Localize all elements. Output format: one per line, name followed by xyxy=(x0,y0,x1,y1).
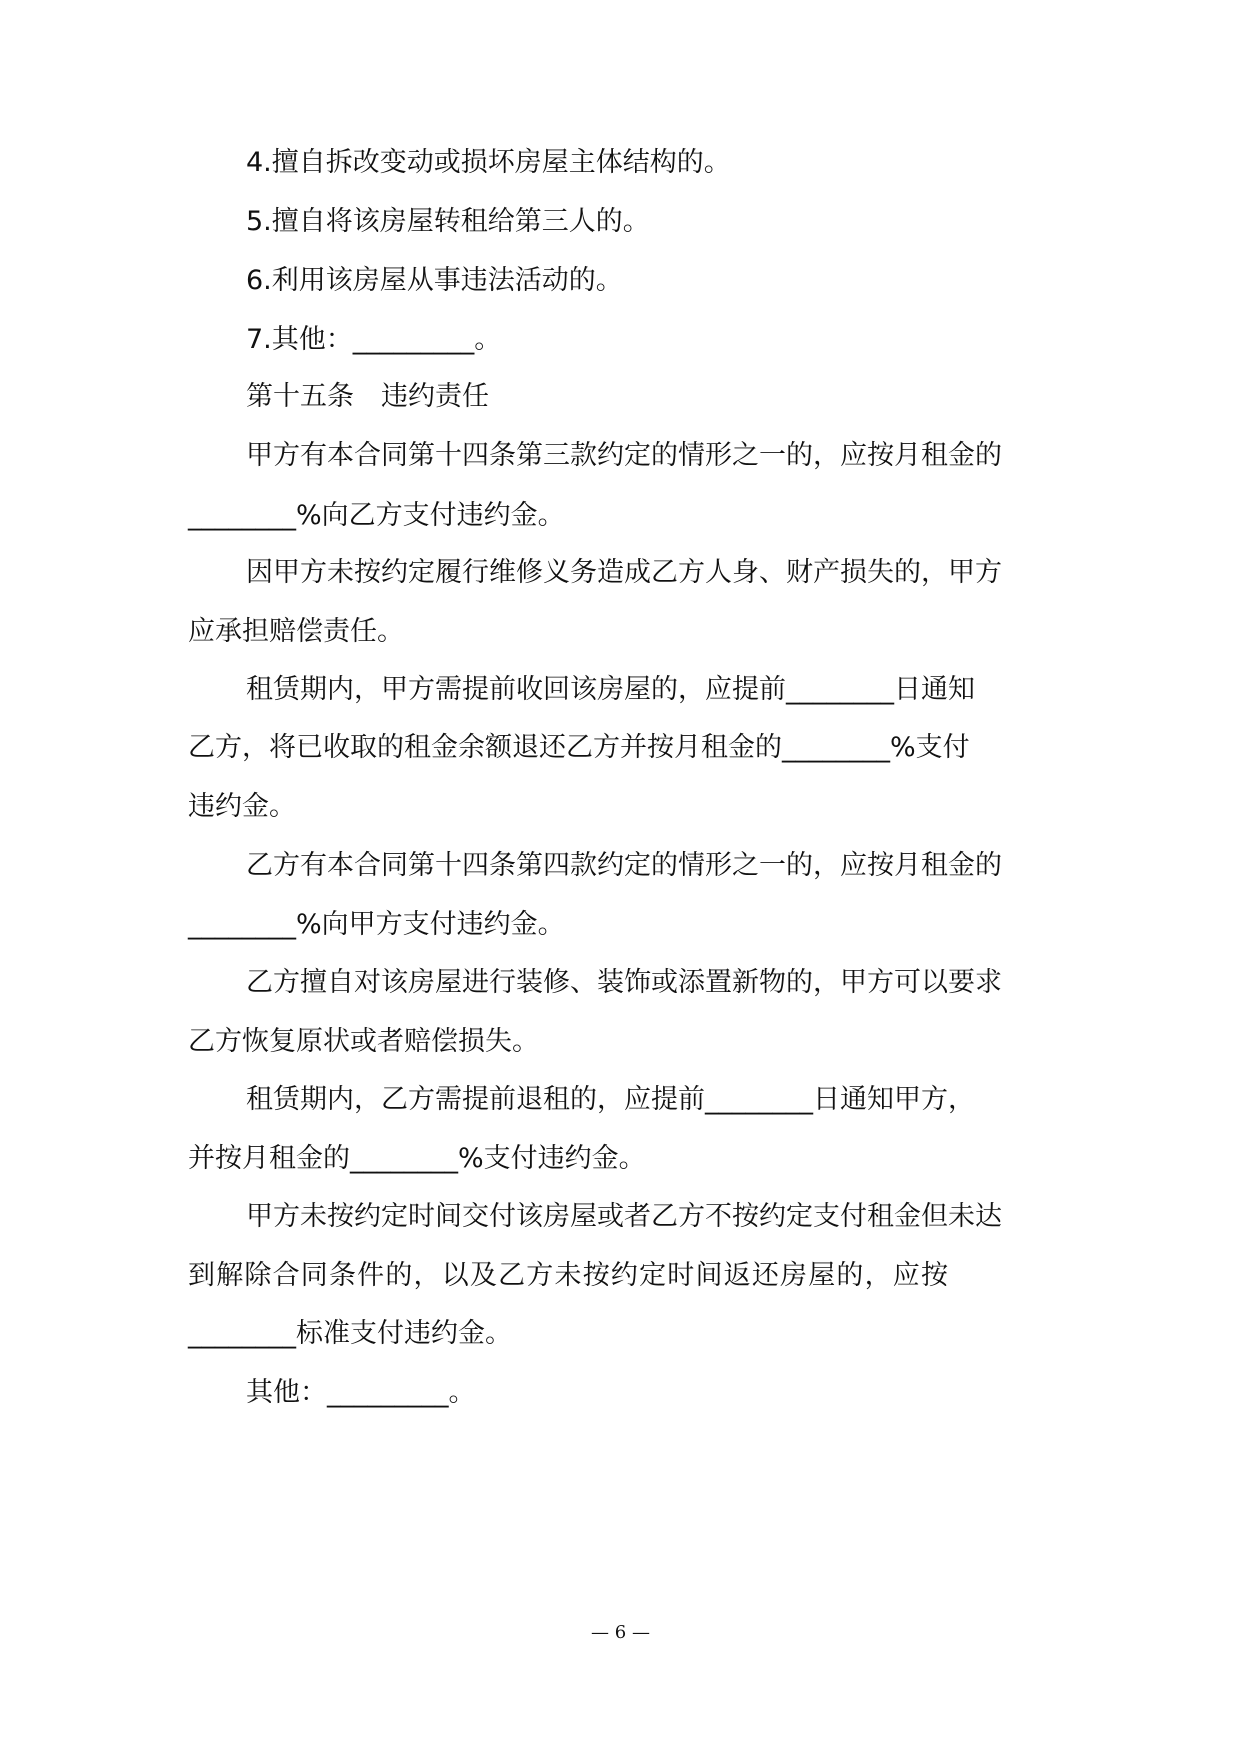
paragraph-line: 其他：_________。 xyxy=(246,1377,476,1408)
paragraph-line: 乙方有本合同第十四条第四款约定的情形之一的，应按月租金的 xyxy=(246,850,1002,881)
clause-item-6: 6.利用该房屋从事违法活动的。 xyxy=(246,265,623,296)
paragraph-line: 乙方擅自对该房屋进行装修、装饰或添置新物的，甲方可以要求 xyxy=(246,967,1002,998)
paragraph-line: 并按月租金的________%支付违约金。 xyxy=(188,1143,646,1174)
paragraph-line: 因甲方未按约定履行维修义务造成乙方人身、财产损失的，甲方 xyxy=(246,557,1002,588)
paragraph-line: 违约金。 xyxy=(188,791,296,822)
paragraph-line: 乙方恢复原状或者赔偿损失。 xyxy=(188,1026,539,1057)
clause-item-7: 7.其他：_________。 xyxy=(246,324,502,355)
page-number: — 6 — xyxy=(591,1622,650,1643)
clause-item-4: 4.擅自拆改变动或损坏房屋主体结构的。 xyxy=(246,147,731,178)
paragraph-line: 甲方未按约定时间交付该房屋或者乙方不按约定支付租金但未达 xyxy=(246,1201,1002,1232)
paragraph-line: 应承担赔偿责任。 xyxy=(188,616,404,647)
paragraph-line: ________%向乙方支付违约金。 xyxy=(188,500,565,531)
paragraph-line: 租赁期内，甲方需提前收回该房屋的，应提前________日通知 xyxy=(246,674,975,705)
paragraph-line: ________标准支付违约金。 xyxy=(188,1318,512,1349)
paragraph-line: ________%向甲方支付违约金。 xyxy=(188,909,565,940)
paragraph-line: 到解除合同条件的，以及乙方未按约定时间返还房屋的，应按 xyxy=(188,1260,948,1291)
paragraph-line: 租赁期内，乙方需提前退租的，应提前________日通知甲方， xyxy=(246,1084,975,1115)
paragraph-line: 甲方有本合同第十四条第三款约定的情形之一的，应按月租金的 xyxy=(246,440,1002,471)
section-heading: 第十五条 违约责任 xyxy=(246,381,489,412)
clause-item-5: 5.擅自将该房屋转租给第三人的。 xyxy=(246,206,650,237)
paragraph-line: 乙方，将已收取的租金余额退还乙方并按月租金的________%支付 xyxy=(188,732,970,763)
